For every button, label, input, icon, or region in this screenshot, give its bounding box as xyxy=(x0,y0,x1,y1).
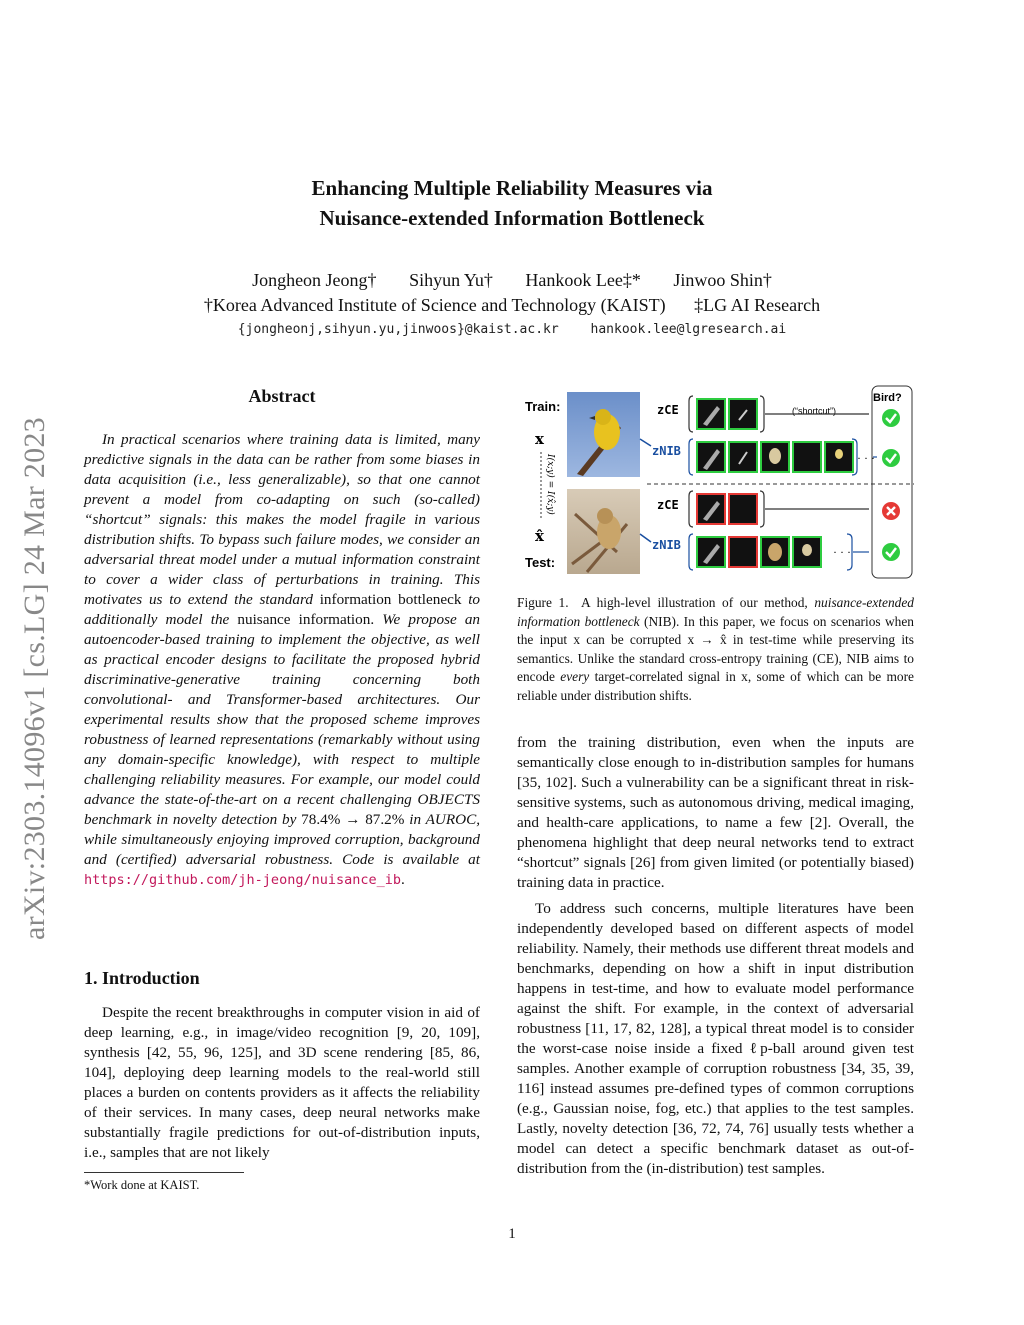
feature-tiles-train-nib xyxy=(697,442,853,472)
section-heading-introduction: 1. Introduction xyxy=(84,968,200,988)
brace xyxy=(760,396,764,432)
affiliation: ‡LG AI Research xyxy=(694,295,821,315)
brace xyxy=(689,396,693,432)
figure-1 xyxy=(517,384,914,580)
mi-label: I(x;y) = I(x̂;y) xyxy=(545,454,555,515)
author: Jinwoo Shin† xyxy=(673,270,772,290)
emails xyxy=(0,322,1024,337)
bird-question: Bird? xyxy=(873,392,902,404)
brace xyxy=(689,491,693,527)
arxiv-stamp: arXiv:2303.14096v1 [cs.LG] 24 Mar 2023 xyxy=(18,417,51,940)
author: Jongheon Jeong† xyxy=(252,270,377,290)
intro-paragraph: Despite the recent breakthroughs in computer vision in aid of deep learning, e.g., in image/video recognition [9, 20, 109], synthesis [42, 55, 96, 125], and 3D scene rendering [85, 86, 104], deploying deep learning models to the real-world still places a burden on contents providers as it affects the reliability of their services. In many cases, deep neural networks make substantially fragile predictions for out-of-distribution inputs, i.e., samples that are not likely xyxy=(84,1004,480,1161)
abstract-heading: Abstract xyxy=(248,386,316,406)
test-label: Test: xyxy=(525,555,556,570)
title-line-2: Nuisance-extended Information Bottleneck xyxy=(319,206,705,230)
affiliations xyxy=(0,295,1024,316)
title-line-1: Enhancing Multiple Reliability Measures via xyxy=(311,176,713,200)
caption-lead: Figure 1. xyxy=(517,595,569,610)
paragraph: To address such concerns, multiple literatures have been independently developed based on different aspects of model reliability. Namely, their methods use different threat models and benchmarks, depending on how a shift in input distribution happens in test-time, and how to evaluate model performance against the shift. For example, in the context of adversarial robustness [11, 17, 82, 128], a typical threat model is to consider the worst-case noise inside a fixed ℓp-ball around given test samples. Another example of corruption robustness [34, 35, 39, 116] instead assumes pre-defined types of common corruptions (e.g., Gaussian noise, fog, etc.) that applies to the test samples. Lastly, novelty detection [36, 72, 74, 76] usually tests whether a model can detect a specific benchmark dataset as out-of-distribution from the (in-distribution) test samples. xyxy=(517,900,914,1177)
more-dots: · · · xyxy=(857,451,875,465)
email[interactable]: {jongheonj,sihyun.yu,jinwoos}@kaist.ac.kr xyxy=(237,322,559,337)
check-icon xyxy=(882,449,900,467)
zce-label: zCE xyxy=(657,403,679,417)
feature-tiles-test-nib xyxy=(697,537,821,567)
znib-label: zNIB xyxy=(652,444,681,458)
x-label: x xyxy=(535,430,544,448)
author: Sihyun Yu† xyxy=(409,270,493,290)
cross-icon xyxy=(882,502,900,520)
author-list xyxy=(0,270,1024,291)
paper-title xyxy=(0,173,1024,233)
right-column-body xyxy=(517,733,914,1179)
brace xyxy=(760,491,764,527)
brace xyxy=(689,439,693,475)
train-label: Train: xyxy=(525,399,561,414)
code-link[interactable]: https://github.com/jh-jeong/nuisance_ib xyxy=(84,872,401,888)
check-icon xyxy=(882,543,900,561)
feature-tiles-train-ce xyxy=(697,399,757,429)
author: Hankook Lee‡* xyxy=(525,270,641,290)
figure-1-illustration xyxy=(517,384,914,580)
train-bird-image xyxy=(567,392,640,477)
affiliation: †Korea Advanced Institute of Science and Technology (KAIST) xyxy=(203,295,666,315)
page-number: 1 xyxy=(508,1226,516,1242)
znib-label-test: zNIB xyxy=(652,538,681,552)
brace xyxy=(689,534,693,570)
xhat-label: x̂ xyxy=(535,527,544,545)
paragraph: from the training distribution, even when the inputs are semantically close enough to in-distribution samples for humans [35, 102]. Such a vulnerability can be a significant threat in risk-sensitive systems, such as autonomous driving, medical imaging, and health-care applications, to name a few [2]. Overall, the phenomena highlight that deep neural networks tend to extract “shortcut” signals [26] from given limited (or potentially biased) training data in practice. xyxy=(517,734,914,891)
abstract-body: In practical scenarios where training data is limited, many predictive signals in the data can be rather from some biases in data acquisition (i.e., less generalizable), so that one cannot prevent a model from co-adapting on such (so-called) “shortcut” signals: this makes the model fragile in various distribution shifts. To bypass such failure modes, we consider an adversarial threat model under a mutual information constraint to cover a wider class of perturbations in training. This motivates us to extend the standard information bottleneck to additionally model the nuisance information. We propose an autoencoder-based training to implement the objective, as well as practical encoder designs to facilitate the proposed hybrid discriminative-generative training concerning both convolutional- and Transformer-based architectures. Our experimental results show that the proposed scheme improves robustness of learned representations (remarkably without using any domain-specific knowledge), with respect to multiple challenging reliability measures. For example, our model could advance the state-of-the-art on a recent challenging OBJECTS benchmark in novelty detection by 78.4% → 87.2% in AUROC, while simultaneously enjoying improved corruption, background and (certified) adversarial robustness. Code is available at https://github.com/jh-jeong/nuisance_ib. xyxy=(84,431,481,888)
footnote-rule xyxy=(84,1172,244,1173)
email[interactable]: hankook.lee@lgresearch.ai xyxy=(590,322,787,337)
nib-arrow-test xyxy=(640,534,651,542)
nib-arrow xyxy=(640,439,651,446)
footnote: *Work done at KAIST. xyxy=(84,1178,200,1192)
zce-label-test: zCE xyxy=(657,498,679,512)
figure-1-caption: Figure 1. A high-level illustration of our method, nuisance-extended information bottleneck (NIB). In this paper, we focus on scenarios when the input x can be corrupted x → x̂ in test-time while preserving its semantics. Unlike the standard cross-entropy training (CE), NIB aims to encode every target-correlated signal in x, some of which can be more reliable under distribution shifts. xyxy=(517,595,915,703)
more-dots-test: · · · xyxy=(833,545,851,559)
test-bird-image xyxy=(567,489,640,574)
check-icon xyxy=(882,409,900,427)
feature-tiles-test-ce xyxy=(697,494,757,524)
shortcut-label: (“shortcut”) xyxy=(792,406,837,416)
